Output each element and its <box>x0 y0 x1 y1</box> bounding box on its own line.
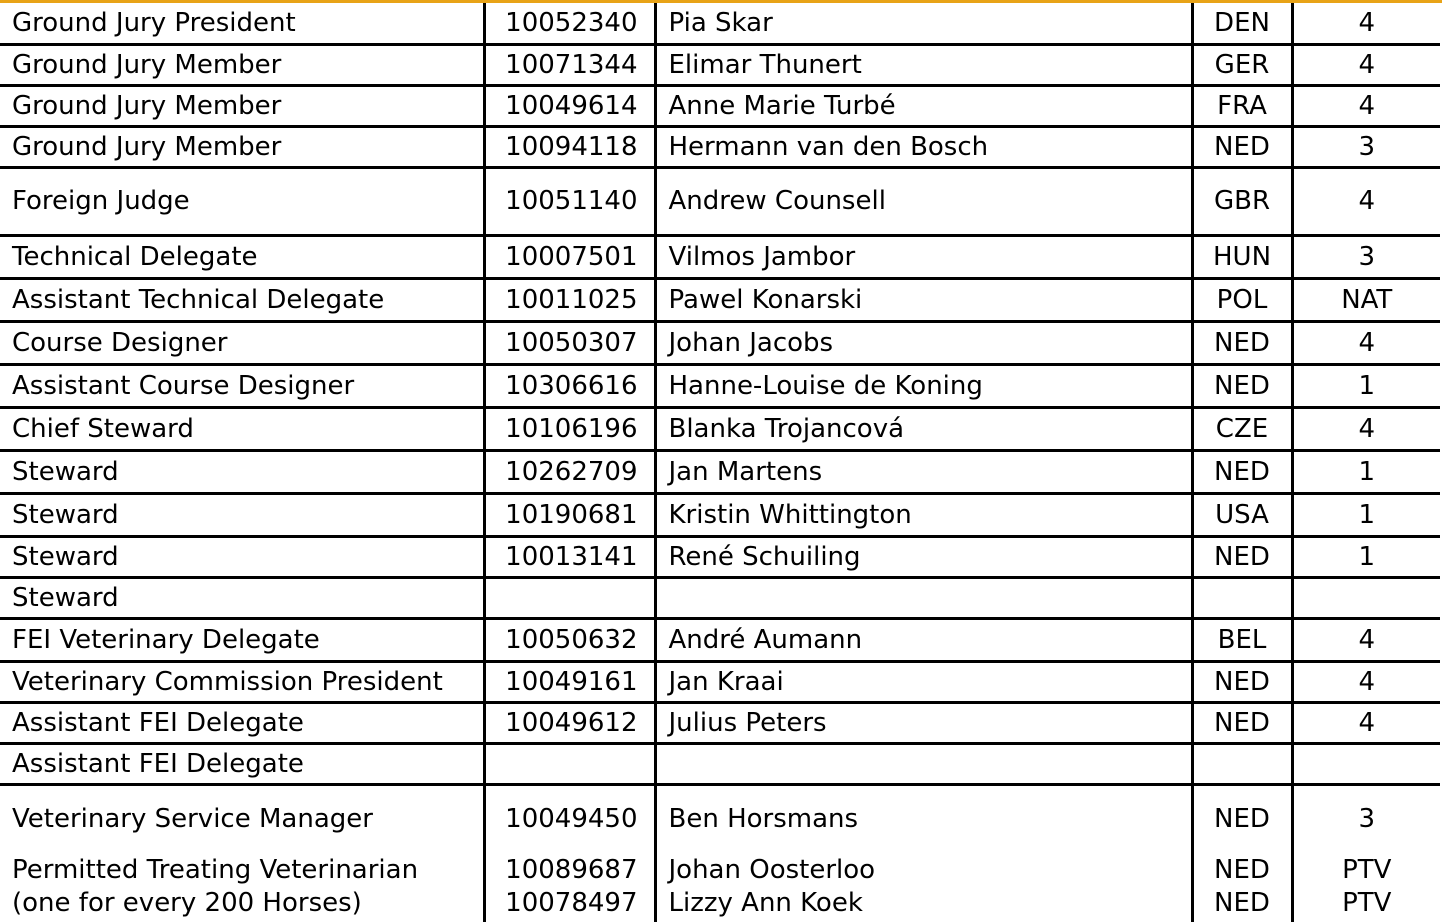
nation-cell: BEL <box>1192 618 1292 661</box>
level-cell: 4 <box>1292 407 1440 450</box>
role-cell: Technical Delegate <box>0 235 484 278</box>
name-cell: Jan Martens <box>655 450 1192 493</box>
name-cell: Hermann van den Bosch <box>655 126 1192 167</box>
ptv-name-2: Lizzy Ann Koek <box>668 888 863 918</box>
nation-cell: NED <box>1192 702 1292 743</box>
role-cell: Steward <box>0 536 484 577</box>
nation-cell: NED <box>1192 364 1292 407</box>
name-cell: Vilmos Jambor <box>655 235 1192 278</box>
fei-id-cell <box>484 743 655 784</box>
fei-id-cell: 10262709 <box>484 450 655 493</box>
nation-cell: CZE <box>1192 407 1292 450</box>
level-cell: 4 <box>1292 618 1440 661</box>
fei-id-cell: 10071344 <box>484 44 655 85</box>
name-cell: Jan Kraai <box>655 661 1192 702</box>
table-row <box>0 618 1440 661</box>
name-cell: Julius Peters <box>655 702 1192 743</box>
role-cell: Assistant FEI Delegate <box>0 743 484 784</box>
level-cell: 4 <box>1292 167 1440 235</box>
level-cell: 1 <box>1292 493 1440 536</box>
name-cell: Kristin Whittington <box>655 493 1192 536</box>
table-row <box>0 407 1440 450</box>
level-cell: 1 <box>1292 536 1440 577</box>
role-cell: Steward <box>0 577 484 618</box>
table-row <box>0 493 1440 536</box>
table-row <box>0 364 1440 407</box>
level-cell: 4 <box>1292 85 1440 126</box>
role-cell: Ground Jury Member <box>0 126 484 167</box>
table-row <box>0 536 1440 577</box>
fei-id-cell: 10051140 <box>484 167 655 235</box>
name-cell: René Schuiling <box>655 536 1192 577</box>
role-cell: FEI Veterinary Delegate <box>0 618 484 661</box>
officials-table <box>0 3 1440 922</box>
level-cell: 4 <box>1292 702 1440 743</box>
name-cell <box>655 852 1192 922</box>
ptv-section <box>0 852 1440 922</box>
nation-cell: NED <box>1192 321 1292 364</box>
fei-id-cell: 10052340 <box>484 3 655 44</box>
role-cell: Steward <box>0 493 484 536</box>
role-cell: Assistant Course Designer <box>0 364 484 407</box>
fei-id-cell <box>484 852 655 922</box>
level-cell: 1 <box>1292 450 1440 493</box>
role-cell: Ground Jury Member <box>0 44 484 85</box>
name-cell: Johan Jacobs <box>655 321 1192 364</box>
nation-cell: DEN <box>1192 3 1292 44</box>
officials-table-body <box>0 3 1440 852</box>
table-row <box>0 167 1440 235</box>
nation-cell: NED <box>1192 536 1292 577</box>
role-cell: Chief Steward <box>0 407 484 450</box>
role-cell: Assistant Technical Delegate <box>0 278 484 321</box>
role-cell: Veterinary Service Manager <box>0 784 484 852</box>
name-cell: Pawel Konarski <box>655 278 1192 321</box>
fei-id-cell: 10011025 <box>484 278 655 321</box>
table-row <box>0 85 1440 126</box>
nation-cell: GER <box>1192 44 1292 85</box>
table-row <box>0 235 1440 278</box>
fei-id-cell: 10050307 <box>484 321 655 364</box>
name-cell: Ben Horsmans <box>655 784 1192 852</box>
table-row <box>0 702 1440 743</box>
role-cell: Foreign Judge <box>0 167 484 235</box>
table-row <box>0 126 1440 167</box>
level-cell: NAT <box>1292 278 1440 321</box>
nation-cell: NED <box>1192 784 1292 852</box>
nation-cell <box>1192 577 1292 618</box>
role-cell: Ground Jury President <box>0 3 484 44</box>
level-cell: 4 <box>1292 44 1440 85</box>
name-cell: Andrew Counsell <box>655 167 1192 235</box>
fei-id-cell <box>484 577 655 618</box>
table-row <box>0 450 1440 493</box>
name-cell: Hanne-Louise de Koning <box>655 364 1192 407</box>
nation-cell: FRA <box>1192 85 1292 126</box>
fei-id-cell: 10013141 <box>484 536 655 577</box>
table-row <box>0 321 1440 364</box>
name-cell: Anne Marie Turbé <box>655 85 1192 126</box>
ptv-role-line2: (one for every 200 Horses) <box>12 888 362 918</box>
table-row <box>0 44 1440 85</box>
table-row <box>0 577 1440 618</box>
table-row <box>0 784 1440 852</box>
name-cell: Blanka Trojancová <box>655 407 1192 450</box>
name-cell: André Aumann <box>655 618 1192 661</box>
nation-cell: POL <box>1192 278 1292 321</box>
fei-id-cell: 10007501 <box>484 235 655 278</box>
fei-id-cell: 10094118 <box>484 126 655 167</box>
fei-id-cell: 10190681 <box>484 493 655 536</box>
name-cell: Elimar Thunert <box>655 44 1192 85</box>
role-cell: Assistant FEI Delegate <box>0 702 484 743</box>
fei-id-cell: 10049614 <box>484 85 655 126</box>
nation-cell: USA <box>1192 493 1292 536</box>
role-cell: Steward <box>0 450 484 493</box>
name-cell <box>655 577 1192 618</box>
level-cell: 1 <box>1292 364 1440 407</box>
level-cell: 3 <box>1292 126 1440 167</box>
table-row <box>0 661 1440 702</box>
level-cell: 3 <box>1292 235 1440 278</box>
ptv-nation-1: NED <box>1214 855 1270 885</box>
table-row <box>0 743 1440 784</box>
fei-id-cell: 10050632 <box>484 618 655 661</box>
level-cell <box>1292 577 1440 618</box>
level-cell: 4 <box>1292 3 1440 44</box>
ptv-nation-2: NED <box>1214 888 1270 918</box>
level-cell <box>1292 743 1440 784</box>
level-cell: 4 <box>1292 661 1440 702</box>
ptv-name-1: Johan Oosterloo <box>668 855 876 885</box>
role-cell: Veterinary Commission President <box>0 661 484 702</box>
role-cell <box>0 852 484 922</box>
nation-cell: NED <box>1192 126 1292 167</box>
nation-cell: HUN <box>1192 235 1292 278</box>
ptv-fei-id-2: 10078497 <box>505 888 638 918</box>
ptv-role-line1: Permitted Treating Veterinarian <box>12 855 419 885</box>
level-cell: 4 <box>1292 321 1440 364</box>
level-cell <box>1292 852 1440 922</box>
nation-cell <box>1192 852 1292 922</box>
fei-id-cell: 10049161 <box>484 661 655 702</box>
table-row <box>0 3 1440 44</box>
nation-cell: NED <box>1192 661 1292 702</box>
role-cell: Ground Jury Member <box>0 85 484 126</box>
table-row-ptv <box>0 852 1440 922</box>
fei-id-cell: 10049450 <box>484 784 655 852</box>
ptv-level-1: PTV <box>1342 855 1392 885</box>
nation-cell <box>1192 743 1292 784</box>
ptv-fei-id-1: 10089687 <box>505 855 638 885</box>
name-cell <box>655 743 1192 784</box>
level-cell: 3 <box>1292 784 1440 852</box>
name-cell: Pia Skar <box>655 3 1192 44</box>
ptv-level-2: PTV <box>1342 888 1392 918</box>
table-row <box>0 278 1440 321</box>
fei-id-cell: 10106196 <box>484 407 655 450</box>
fei-id-cell: 10049612 <box>484 702 655 743</box>
nation-cell: NED <box>1192 450 1292 493</box>
fei-id-cell: 10306616 <box>484 364 655 407</box>
nation-cell: GBR <box>1192 167 1292 235</box>
role-cell: Course Designer <box>0 321 484 364</box>
